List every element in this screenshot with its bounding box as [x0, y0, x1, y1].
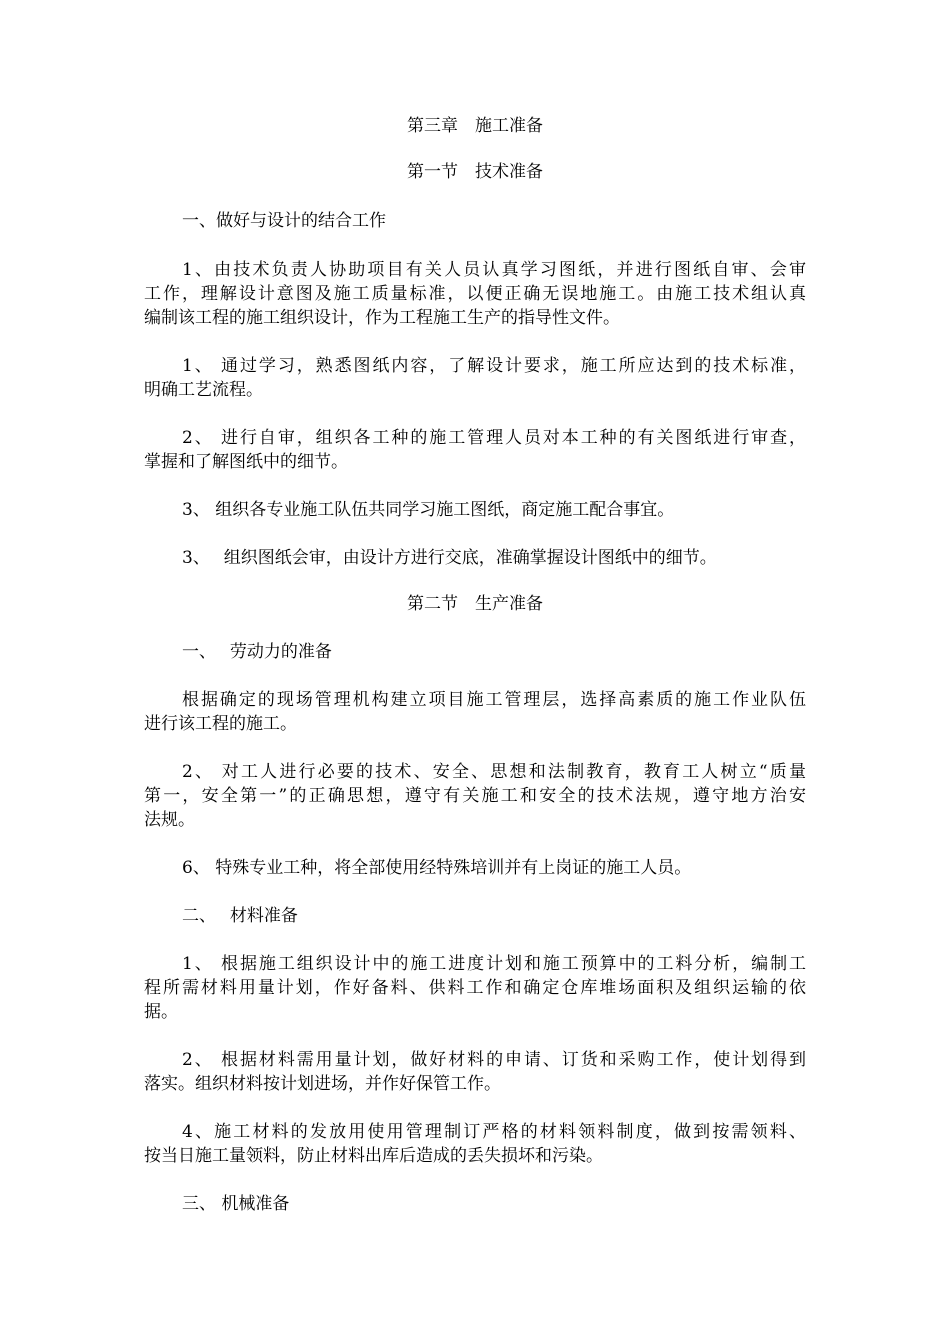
paragraph-line: 程所需材料用量计划，作好备料、供料工作和确定仓库堆场面积及组织运输的依	[144, 978, 806, 998]
paragraph-line: 1、由技术负责人协助项目有关人员认真学习图纸，并进行图纸自审、会审	[182, 260, 806, 280]
paragraph-line: 据。	[144, 1002, 178, 1022]
paragraph-line: 明确工艺流程。	[144, 380, 263, 400]
paragraph-line: 第一，安全第一”的正确思想，遵守有关施工和安全的技术法规，遵守地方治安	[144, 786, 806, 806]
paragraph-line: 根据确定的现场管理机构建立项目施工管理层，选择高素质的施工作业队伍	[182, 690, 806, 710]
paragraph-line: 3、 组织图纸会审，由设计方进行交底，准确掌握设计图纸中的细节。	[182, 548, 717, 568]
heading-materials: 二、 材料准备	[182, 906, 298, 926]
paragraph-line: 2、 根据材料需用量计划，做好材料的申请、订货和采购工作，使计划得到	[182, 1050, 806, 1070]
paragraph-line: 法规。	[144, 810, 195, 830]
paragraph-line: 2、 进行自审，组织各工种的施工管理人员对本工种的有关图纸进行审查，	[182, 428, 806, 448]
heading-design-coordination: 一、做好与设计的结合工作	[182, 211, 386, 231]
paragraph-line: 3、 组织各专业施工队伍共同学习施工图纸，商定施工配合事宜。	[182, 500, 675, 520]
paragraph-line: 按当日施工量领料，防止材料出库后造成的丢失损坏和污染。	[144, 1146, 603, 1166]
paragraph-line: 1、 通过学习，熟悉图纸内容，了解设计要求，施工所应达到的技术标准，	[182, 356, 806, 376]
section-title-production: 第二节 生产准备	[407, 594, 543, 614]
paragraph-line: 落实。组织材料按计划进场，并作好保管工作。	[144, 1074, 501, 1094]
paragraph-line: 编制该工程的施工组织设计，作为工程施工生产的指导性文件。	[144, 308, 620, 328]
heading-machinery: 三、 机械准备	[182, 1194, 290, 1214]
paragraph-line: 2、 对工人进行必要的技术、安全、思想和法制教育，教育工人树立“质量	[182, 762, 806, 782]
heading-labor: 一、 劳动力的准备	[182, 642, 332, 662]
paragraph-line: 4、施工材料的发放用使用管理制订严格的材料领料制度，做到按需领料、	[182, 1122, 806, 1142]
paragraph-line: 1、 根据施工组织设计中的施工进度计划和施工预算中的工料分析，编制工	[182, 954, 806, 974]
paragraph-line: 工作，理解设计意图及施工质量标准，以便正确无误地施工。由施工技术组认真	[144, 284, 806, 304]
paragraph-line: 掌握和了解图纸中的细节。	[144, 452, 348, 472]
chapter-title: 第三章 施工准备	[407, 116, 543, 136]
paragraph-line: 6、 特殊专业工种，将全部使用经特殊培训并有上岗证的施工人员。	[182, 858, 692, 878]
section-title-technical: 第一节 技术准备	[407, 162, 543, 182]
paragraph-line: 进行该工程的施工。	[144, 714, 297, 734]
